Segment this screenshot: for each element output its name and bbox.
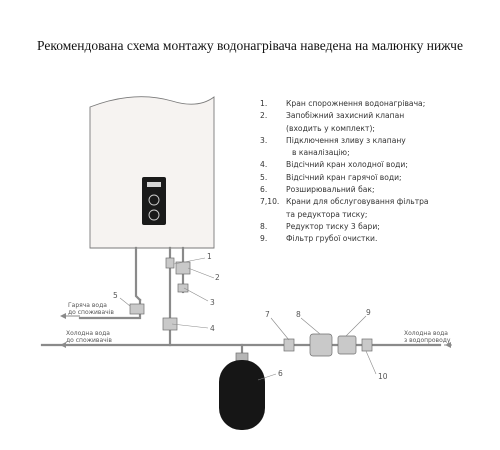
hot-water-valve [130, 304, 144, 314]
cold-water-in-label-line2: з водопроводу [404, 337, 451, 344]
service-valve-10 [362, 339, 372, 351]
callout-9: 9 [366, 308, 371, 317]
legend-item-continuation: в каналізацію; [292, 148, 350, 158]
service-valve-7 [284, 339, 294, 351]
control-panel [142, 177, 166, 225]
hot-water-pipe [136, 248, 140, 300]
callout-3: 3 [210, 298, 215, 307]
coarse-filter [338, 336, 356, 354]
legend-item: 1. Кран спорожнення водонагрівача; [260, 99, 426, 108]
cold-water-out-label: Холодна вода [66, 330, 110, 337]
hot-water-label: Гаряча вода [68, 302, 107, 309]
callout-2: 2 [215, 273, 220, 282]
legend-item-continuation: (входить у комплект); [286, 123, 375, 133]
legend-item: 8. Редуктор тиску 3 бари; [260, 221, 380, 231]
cold-water-in-label: Холодна вода [404, 330, 448, 337]
hot-water-label-line2: до споживачів [68, 309, 114, 316]
page-title: Рекомендована схема монтажу водонагрівача наведена на малюнку нижче [37, 38, 463, 53]
callout-10: 10 [378, 372, 388, 381]
legend-item: 4. Відсічний кран холодної води; [260, 160, 408, 170]
cold-water-valve [163, 318, 177, 330]
legend-item: 2. Запобіжний захисний клапан [260, 111, 405, 121]
safety-valve [176, 262, 190, 274]
drain-fitting [178, 284, 188, 292]
hot-water-arrow-icon [60, 313, 66, 319]
legend-item-continuation: та редуктора тиску; [286, 209, 368, 219]
drain-valve [166, 258, 174, 268]
water-heater-body [90, 97, 214, 248]
callout-1: 1 [207, 252, 212, 261]
callout-7: 7 [265, 310, 270, 319]
callout-5: 5 [113, 291, 118, 300]
legend-item: 7,10. Крани для обслуговування фільтра [260, 197, 429, 207]
callout-6: 6 [278, 369, 283, 378]
cold-water-out-label-line2: до споживачів [66, 337, 112, 344]
callout-8: 8 [296, 310, 301, 319]
expansion-tank [219, 353, 265, 430]
legend-item: 5. Відсічний кран гарячої води; [260, 172, 402, 182]
pressure-reducer [310, 334, 332, 356]
legend-item: 6. Розширювальний бак; [260, 185, 375, 195]
legend-item: 3. Підключення зливу з клапану [260, 135, 406, 145]
legend-item: 9. Фільтр грубої очистки. [260, 234, 378, 244]
callout-4: 4 [210, 324, 215, 333]
